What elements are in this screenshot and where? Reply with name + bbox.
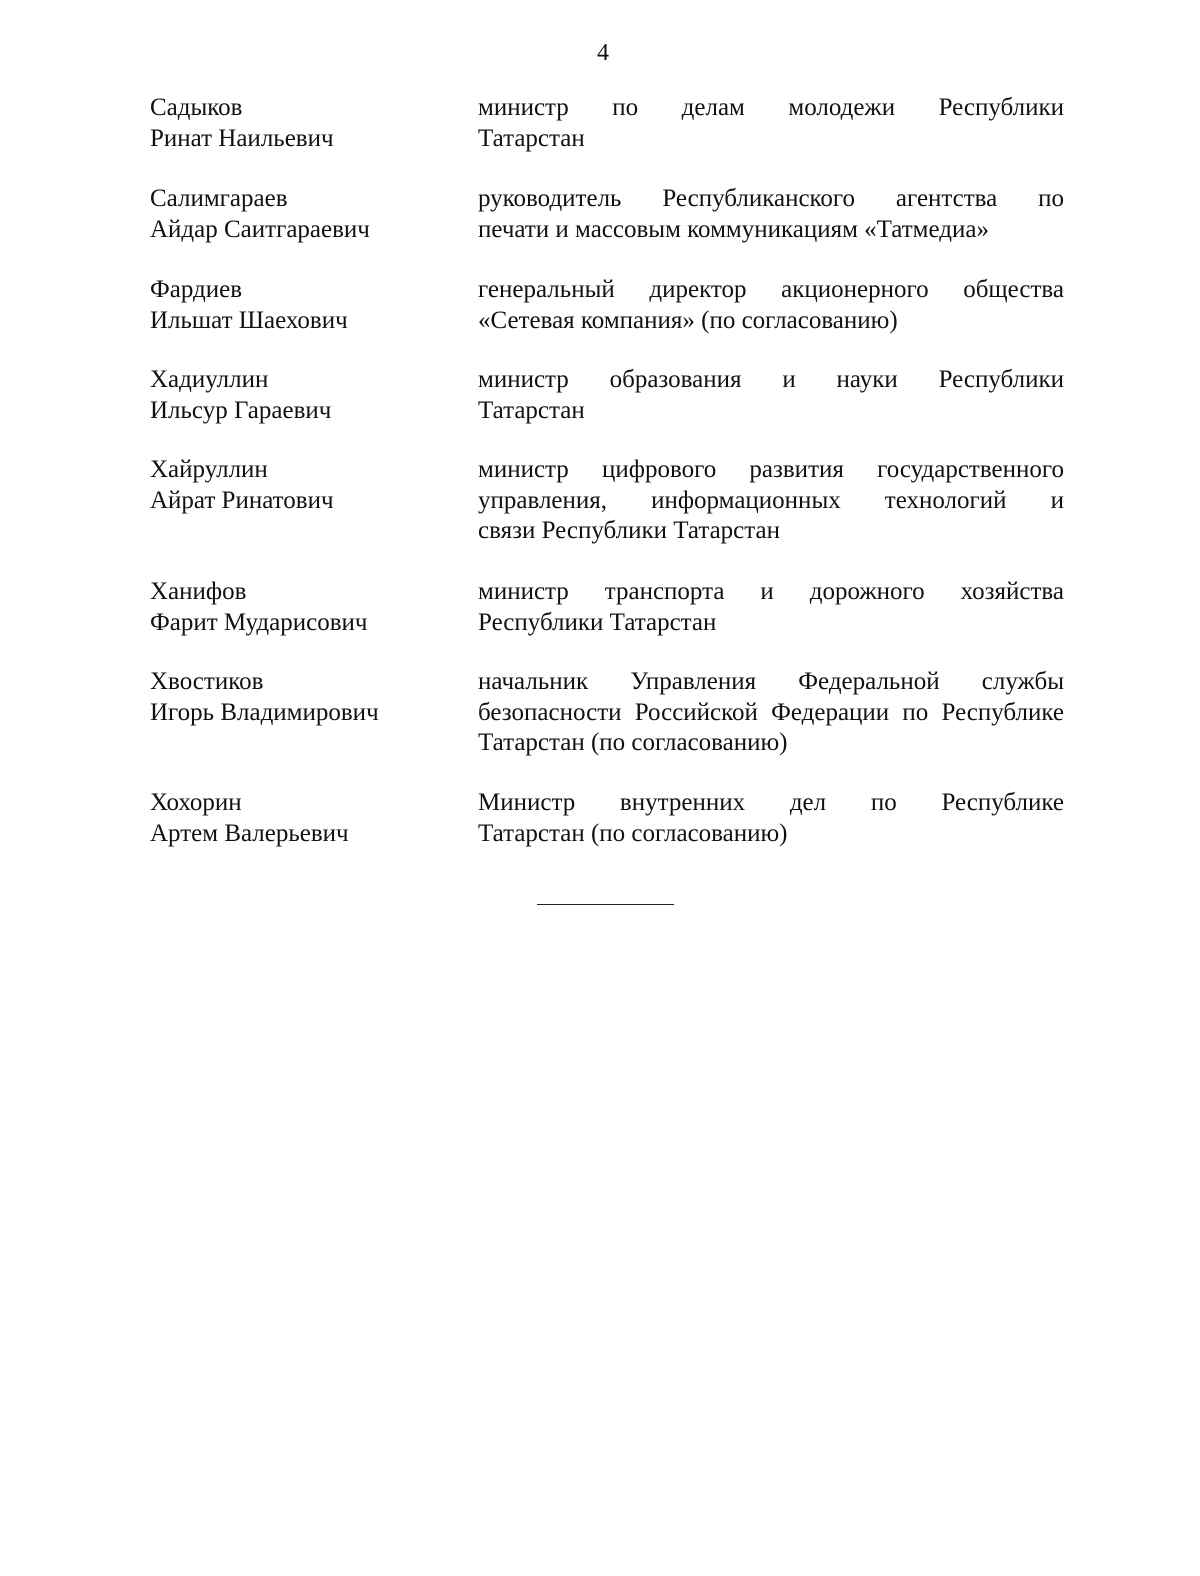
page-number: 4 [597, 40, 609, 66]
position-line: Министр внутренних дел по Республике [478, 789, 1064, 816]
member-surname: Садыков [150, 94, 243, 121]
position-line: министр транспорта и дорожного хозяйства [478, 578, 1064, 605]
position-line: Татарстан [478, 396, 585, 424]
member-name [150, 577, 450, 638]
member-name [150, 93, 450, 154]
position-line: министр по делам молодежи Республики [478, 94, 1064, 121]
member-given-names: Айрат Ринатович [150, 486, 334, 514]
position-line: связи Республики Татарстан [478, 517, 780, 544]
member-position [478, 577, 1064, 638]
member-surname: Хохорин [150, 789, 242, 816]
member-position [478, 184, 1064, 245]
member-given-names: Игорь Владимирович [150, 698, 379, 726]
position-line: министр образования и науки Республики [478, 366, 1064, 393]
member-given-names: Фарит Мударисович [150, 608, 368, 636]
member-position [478, 93, 1064, 154]
position-line: печати и массовым коммуникациям «Татмедиа» [478, 215, 989, 243]
member-surname: Ханифов [150, 578, 247, 605]
member-name [150, 365, 450, 426]
member-surname: Хайруллин [150, 456, 268, 483]
member-surname: Хвостиков [150, 668, 264, 695]
member-name [150, 667, 450, 728]
member-surname: Хадиуллин [150, 366, 269, 393]
member-position [478, 455, 1064, 547]
position-line: генеральный директор акционерного общества [478, 276, 1064, 303]
position-line: безопасности Российской Федерации по Республике [478, 698, 1064, 726]
member-position [478, 365, 1064, 426]
member-name [150, 788, 450, 849]
closing-rule [537, 904, 674, 905]
member-position [478, 667, 1064, 759]
position-line: Татарстан (по согласованию) [478, 729, 788, 756]
member-given-names: Ильсур Гараевич [150, 396, 332, 424]
position-line: управления, информационных технологий и [478, 486, 1064, 514]
position-line: Татарстан [478, 124, 585, 152]
position-line: начальник Управления Федеральной службы [478, 668, 1064, 695]
member-name [150, 275, 450, 336]
member-given-names: Ильшат Шаехович [150, 306, 348, 334]
position-line: Татарстан (по согласованию) [478, 819, 788, 847]
member-surname: Салимгараев [150, 185, 288, 212]
position-line: Республики Татарстан [478, 608, 717, 636]
member-given-names: Ринат Наильевич [150, 124, 334, 152]
member-position [478, 788, 1064, 849]
member-position [478, 275, 1064, 336]
member-given-names: Айдар Саитгараевич [150, 215, 370, 243]
member-surname: Фардиев [150, 276, 243, 303]
position-line: руководитель Республиканского агентства по [478, 185, 1064, 212]
position-line: «Сетевая компания» (по согласованию) [478, 306, 898, 334]
member-given-names: Артем Валерьевич [150, 819, 349, 847]
position-line: министр цифрового развития государственного [478, 456, 1064, 483]
member-name [150, 455, 450, 516]
member-name [150, 184, 450, 245]
